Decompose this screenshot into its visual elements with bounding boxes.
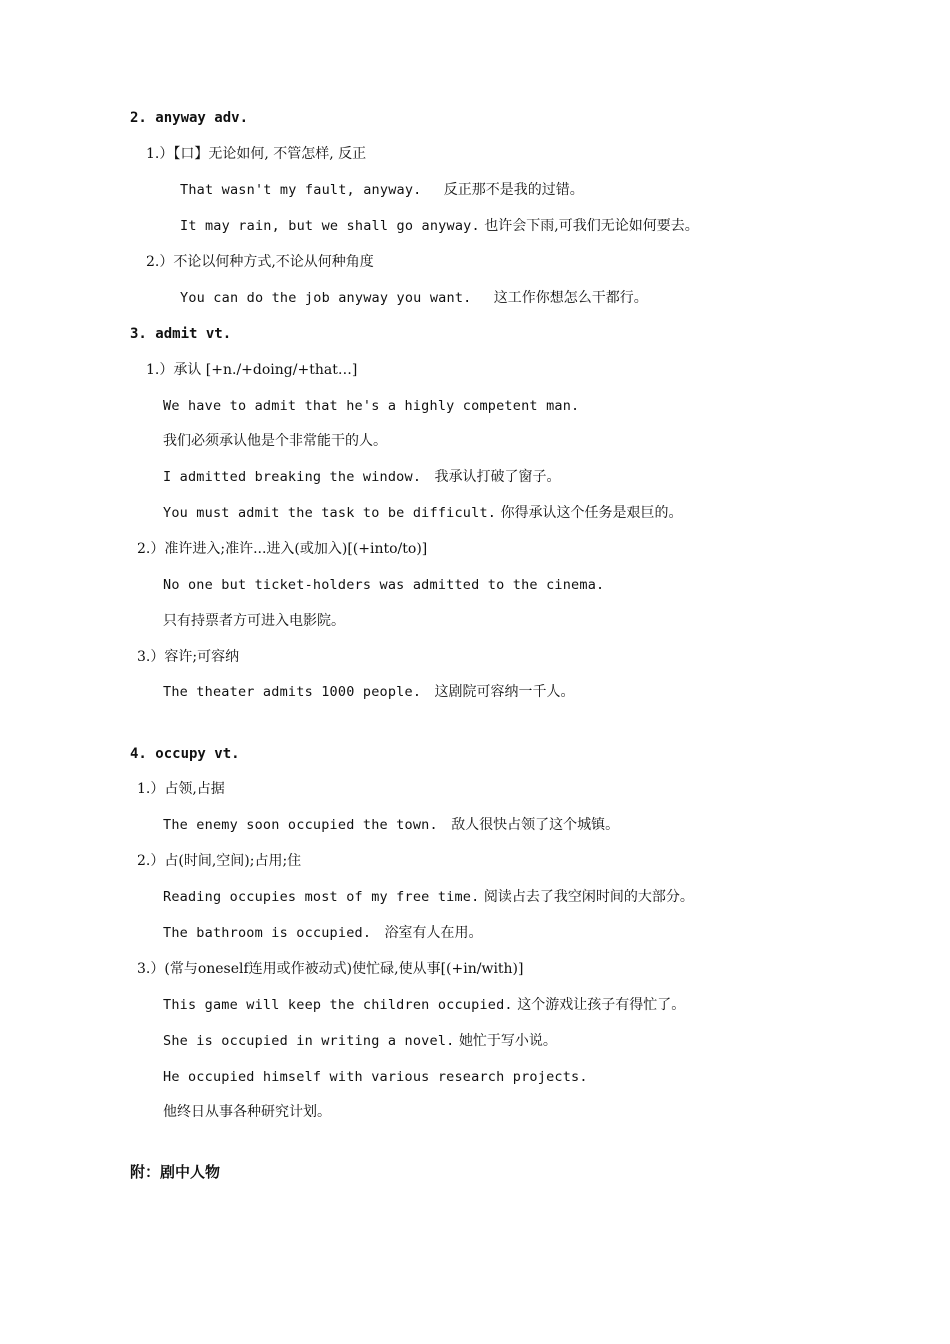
example-cn: 你得承认这个任务是艰巨的。: [500, 505, 683, 521]
example-line: [163, 815, 619, 835]
sense-label: 1.）【口】无论如何, 不管怎样, 反正: [146, 146, 367, 162]
example-line: [163, 995, 685, 1015]
sense-label: 1.）承认 [+n./+doing/+that…]: [146, 362, 358, 378]
entry-heading-admit: 3. admit vt.: [130, 326, 232, 342]
example-en: That wasn't my fault, anyway.: [180, 182, 422, 198]
example-en: He occupied himself with various research projects.: [163, 1069, 588, 1085]
sense-label: 3.）容许;可容纳: [137, 649, 240, 665]
example-en: It may rain, but we shall go anyway.: [180, 218, 480, 234]
example-en: You must admit the task to be difficult.: [163, 505, 497, 521]
example-line: [163, 1067, 588, 1087]
example-line: [163, 682, 575, 702]
example-cn: 她忙于写小说。: [458, 1033, 557, 1049]
example-cn: 敌人很快占领了这个城镇。: [451, 817, 620, 833]
example-cn: 这剧院可容纳一千人。: [434, 684, 575, 700]
example-en: We have to admit that he's a highly competent man.: [163, 398, 580, 414]
sense-label: 1.）占领,占据: [137, 781, 225, 797]
example-line: [163, 396, 579, 416]
entry-heading-occupy: 4. occupy vt.: [130, 746, 240, 762]
example-cn: 也许会下雨,可我们无论如何要去。: [484, 218, 699, 234]
sense-label: 3.）(常与oneself连用或作被动式)使忙碌,使从事[(+in/with)]: [137, 961, 524, 977]
sense-label: 2.）不论以何种方式,不论从何种角度: [146, 254, 374, 270]
example-cn: 反正那不是我的过错。: [443, 182, 584, 198]
example-line: [163, 923, 483, 943]
sense-label: 2.）占(时间,空间);占用;住: [137, 853, 302, 869]
appendix-title: 附：剧中人物: [130, 1163, 221, 1181]
example-en: You can do the job anyway you want.: [180, 290, 472, 306]
example-line: [163, 503, 683, 523]
example-en: I admitted breaking the window.: [163, 469, 422, 485]
example-en: The bathroom is occupied.: [163, 925, 372, 941]
example-en: Reading occupies most of my free time.: [163, 889, 480, 905]
example-line: [180, 288, 648, 308]
example-line: [163, 575, 604, 595]
example-line: [180, 180, 584, 200]
example-cn: 这工作你想怎么干都行。: [493, 290, 648, 306]
entry-heading-anyway: 2. anyway adv.: [130, 110, 249, 126]
example-line: [163, 467, 561, 487]
example-line: [163, 611, 345, 631]
example-cn: 我们必须承认他是个非常能干的人。: [163, 433, 387, 449]
example-cn: 我承认打破了窗子。: [434, 469, 561, 485]
example-en: The theater admits 1000 people.: [163, 684, 422, 700]
example-line: [163, 1031, 557, 1051]
example-line: [163, 1102, 331, 1122]
example-line: [180, 216, 699, 236]
example-en: This game will keep the children occupied.: [163, 997, 513, 1013]
example-cn: 只有持票者方可进入电影院。: [163, 613, 345, 629]
example-cn: 他终日从事各种研究计划。: [163, 1104, 331, 1120]
example-en: She is occupied in writing a novel.: [163, 1033, 455, 1049]
example-line: [163, 431, 387, 451]
example-en: No one but ticket-holders was admitted to the cinema.: [163, 577, 605, 593]
example-en: The enemy soon occupied the town.: [163, 817, 438, 833]
sense-label: 2.）准许进入;准许...进入(或加入)[(+into/to)]: [137, 541, 428, 557]
example-cn: 浴室有人在用。: [384, 925, 483, 941]
example-cn: 阅读占去了我空闲时间的大部分。: [483, 889, 694, 905]
example-cn: 这个游戏让孩子有得忙了。: [517, 997, 686, 1013]
example-line: [163, 887, 694, 907]
